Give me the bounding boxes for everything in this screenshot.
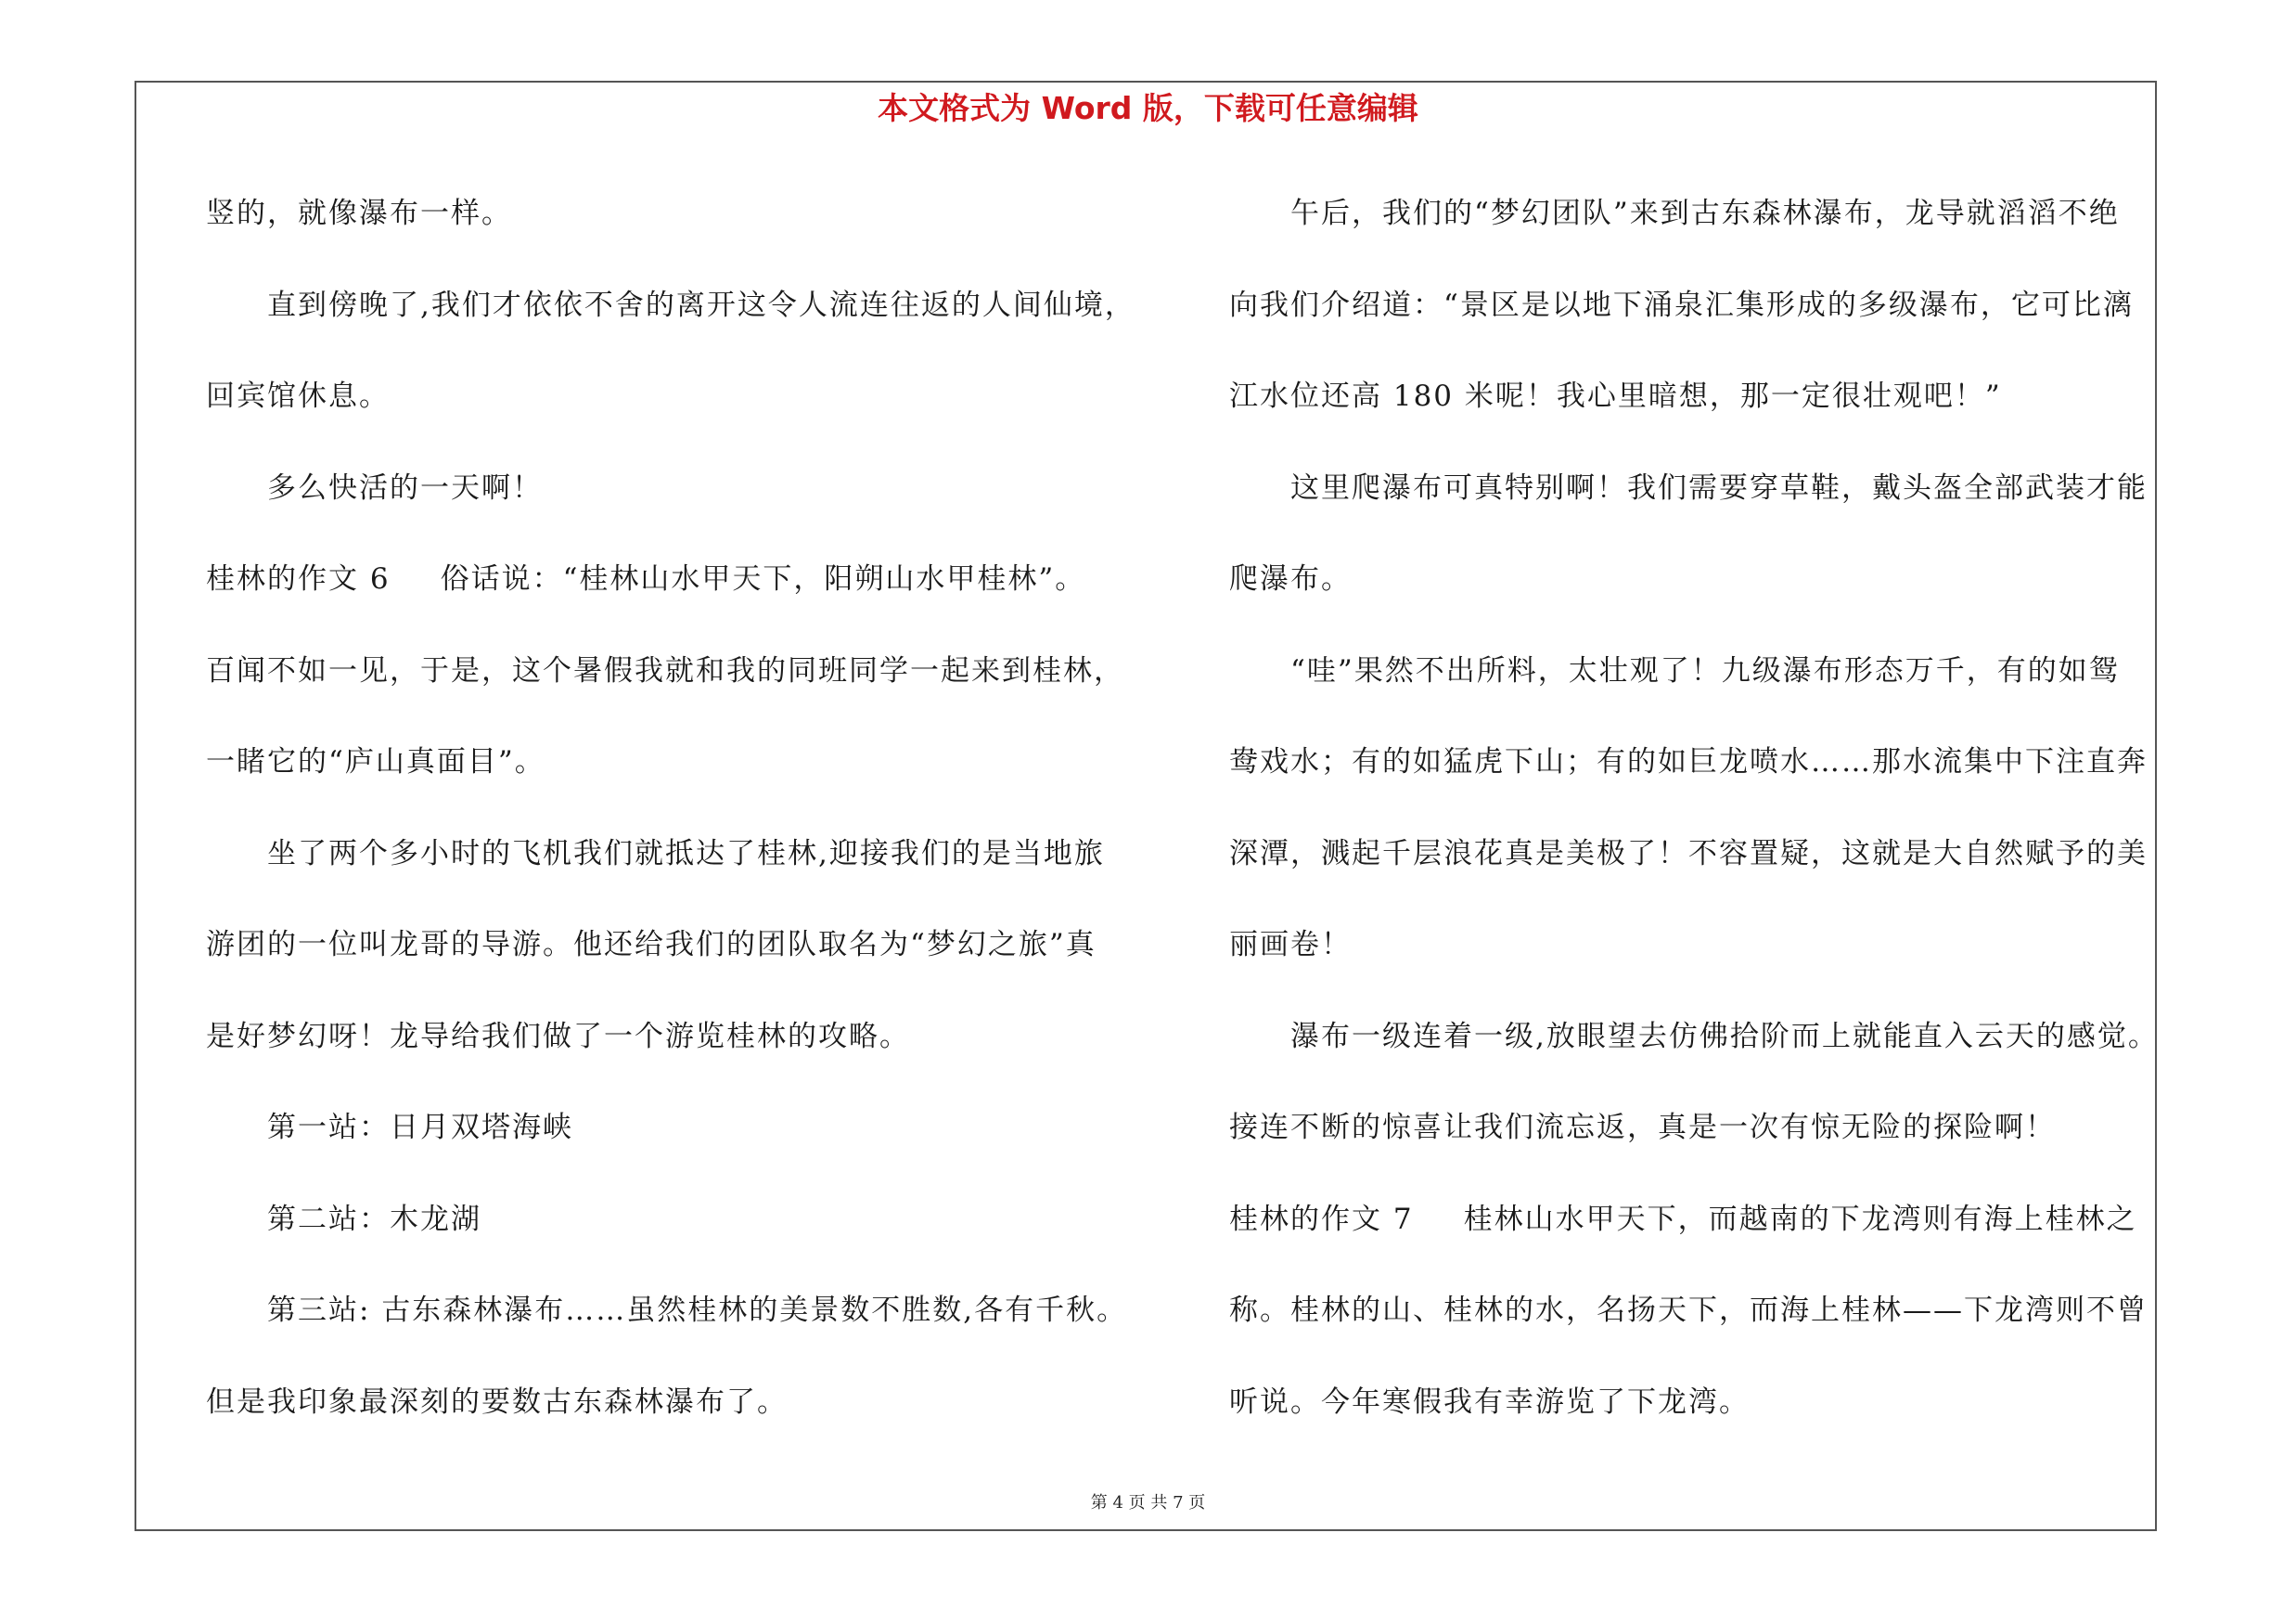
paragraph-line: 丽画卷！ (1229, 928, 1352, 961)
paragraph-line: 回宾馆休息。 (206, 380, 390, 413)
paragraph-line: 第二站：木龙湖 (267, 1202, 481, 1236)
paragraph-line: 坐了两个多小时的飞机我们就抵达了桂林,迎接我们的是当地旅 (267, 836, 1105, 870)
paragraph-line: 爬瀑布。 (1229, 562, 1352, 596)
section-text: 俗话说：“桂林山水甲天下，阳朔山水甲桂林”。 (440, 562, 1086, 596)
paragraph-line: 游团的一位叫龙哥的导游。他还给我们的团队取名为“梦幻之旅”真 (206, 928, 1097, 961)
paragraph-line: 深潭，溅起千层浪花真是美极了！不容置疑，这就是大自然赋予的美 (1229, 836, 2148, 870)
page-number: 第 4 页 共 7 页 (1090, 1493, 1206, 1513)
paragraph-line: 鸯戏水；有的如猛虎下山；有的如巨龙喷水……那水流集中下注直奔 (1229, 745, 2148, 779)
paragraph-line: 瀑布一级连着一级,放眼望去仿佛拾阶而上就能直入云天的感觉。 (1290, 1019, 2159, 1053)
section-title: 桂林的作文 7 (1229, 1202, 1414, 1236)
section-title: 桂林的作文 6 (206, 562, 391, 596)
paragraph-line: 江水位还高 180 米呢！我心里暗想，那一定很壮观吧！” (1229, 380, 2002, 413)
paragraph-line: 听说。今年寒假我有幸游览了下龙湾。 (1229, 1385, 1750, 1419)
right-column (1229, 186, 2159, 1465)
editable-banner: 本文格式为 Word 版，下载可任意编辑 (878, 90, 1418, 126)
section-title-line (1229, 1191, 2143, 1283)
paragraph-line: 第三站: 古东森林瀑布……虽然桂林的美景数不胜数,各有千秋。 (267, 1294, 1128, 1327)
paragraph-line: 竖的，就像瀑布一样。 (206, 197, 512, 230)
paragraph-line: 称。桂林的山、桂林的水，名扬天下，而海上桂林——下龙湾则不曾 (1229, 1294, 2148, 1327)
paragraph-line: “哇”果然不出所料，太壮观了！九级瀑布形态万千，有的如鸳 (1290, 653, 2120, 688)
paragraph-line: 这里爬瀑布可真特别啊！我们需要穿草鞋，戴头盔全部武装才能 (1290, 470, 2148, 505)
section-title-line (206, 551, 1120, 643)
paragraph-line: 多么快活的一天啊！ (267, 470, 543, 505)
paragraph-line: 第一站：日月双塔海峡 (267, 1111, 573, 1144)
paragraph-line: 午后，我们的“梦幻团队”来到古东森林瀑布，龙导就滔滔不绝 (1290, 197, 2120, 230)
paragraph-line: 百闻不如一见，于是，这个暑假我就和我的同班同学一起来到桂林， (206, 653, 1124, 688)
left-column (206, 186, 1135, 1465)
paragraph-line: 一睹它的“庐山真面目”。 (206, 745, 545, 779)
paragraph-line: 但是我印象最深刻的要数古东森林瀑布了。 (206, 1385, 788, 1419)
paragraph-line: 直到傍晚了,我们才依依不舍的离开这令人流连往返的人间仙境， (267, 288, 1135, 322)
section-text: 桂林山水甲天下，而越南的下龙湾则有海上桂林之 (1463, 1202, 2137, 1236)
paragraph-line: 接连不断的惊喜让我们流忘返，真是一次有惊无险的探险啊！ (1229, 1111, 2056, 1144)
paragraph-line: 向我们介绍道：“景区是以地下涌泉汇集形成的多级瀑布，它可比漓 (1229, 288, 2134, 322)
paragraph-line: 是好梦幻呀！龙导给我们做了一个游览桂林的攻略。 (206, 1019, 910, 1053)
